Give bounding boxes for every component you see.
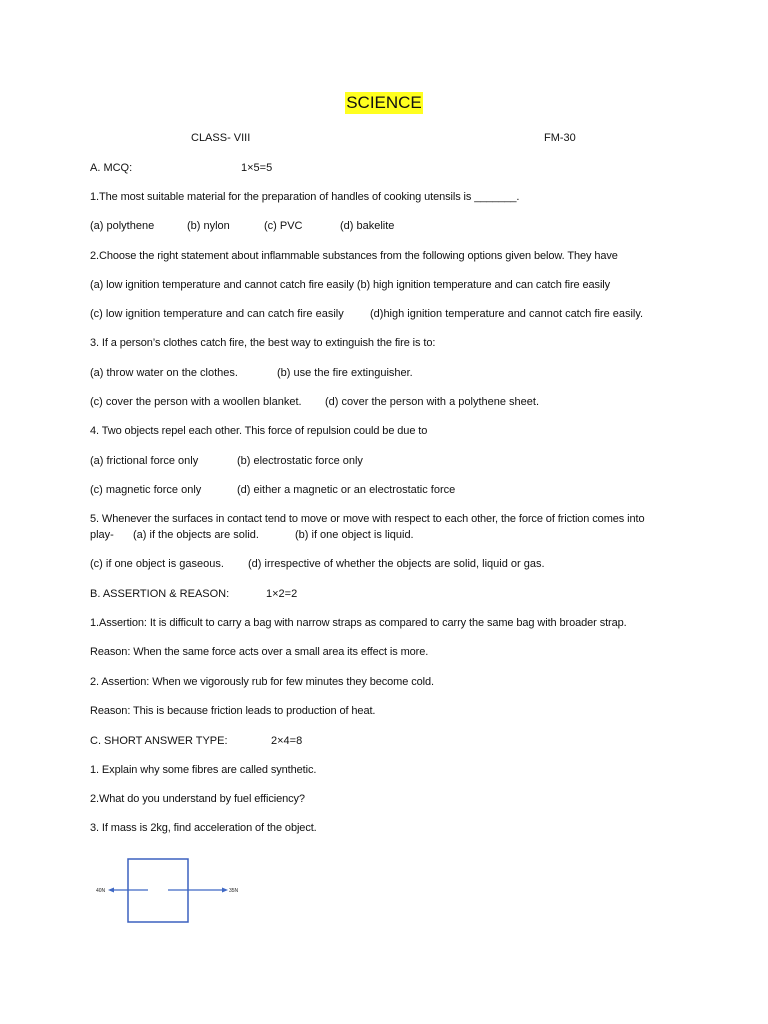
reason-2: Reason: This is because friction leads to production of heat. <box>90 705 376 717</box>
assertion-1: 1.Assertion: It is difficult to carry a bag with narrow straps as compared to carry the same bag with broader strap. <box>90 617 627 629</box>
mcq-q5-option-d: (d) irrespective of whether the objects are solid, liquid or gas. <box>248 558 545 570</box>
mcq-q1-option-d: (d) bakelite <box>340 220 395 232</box>
mcq-q1-option-b: (b) nylon <box>187 220 230 232</box>
force-diagram-svg <box>90 850 242 928</box>
mcq-q3-option-a: (a) throw water on the clothes. <box>90 367 238 379</box>
mcq-q5-option-b: (b) if one object is liquid. <box>295 529 414 541</box>
mcq-q4-question: 4. Two objects repel each other. This force of repulsion could be due to <box>90 425 428 437</box>
force-diagram <box>90 850 242 928</box>
mcq-q4-option-d: (d) either a magnetic or an electrostatic force <box>237 484 456 496</box>
class-label: CLASS- VIII <box>191 132 251 144</box>
mcq-q4-option-a: (a) frictional force only <box>90 455 199 467</box>
right-force-arrow-head <box>222 888 228 893</box>
left-force-arrow-head <box>108 888 114 893</box>
mcq-q5-question: 5. Whenever the surfaces in contact tend to move or move with respect to each other, the force of friction comes into <box>90 513 645 525</box>
short-q2: 2.What do you understand by fuel efficiency? <box>90 793 305 805</box>
short-marks: 2×4=8 <box>271 735 303 747</box>
left-force-label: 40N <box>96 888 106 894</box>
mcq-q3-option-c: (c) cover the person with a woollen blanket. <box>90 396 302 408</box>
assertion-2: 2. Assertion: When we vigorously rub for few minutes they become cold. <box>90 676 434 688</box>
short-q1: 1. Explain why some fibres are called synthetic. <box>90 764 317 776</box>
mcq-q3-question: 3. If a person’s clothes catch fire, the best way to extinguish the fire is to: <box>90 337 436 349</box>
short-heading: C. SHORT ANSWER TYPE: <box>90 735 228 747</box>
mcq-q4-option-b: (b) electrostatic force only <box>237 455 363 467</box>
short-q3: 3. If mass is 2kg, find acceleration of the object. <box>90 822 317 834</box>
mcq-q3-option-d: (d) cover the person with a polythene sheet. <box>325 396 540 408</box>
mcq-q2-option-c: (c) low ignition temperature and can catch fire easily <box>90 308 344 320</box>
mcq-q4-option-c: (c) magnetic force only <box>90 484 202 496</box>
mcq-q2-question: 2.Choose the right statement about inflammable substances from the following options given below. They have <box>90 250 618 262</box>
assertion-heading: B. ASSERTION & REASON: <box>90 588 230 600</box>
mcq-q5-play: play- <box>90 529 114 541</box>
mcq-q1-question: 1.The most suitable material for the preparation of handles of cooking utensils is _______. <box>90 191 520 203</box>
assertion-marks: 1×2=2 <box>266 588 298 600</box>
right-force-label: 35N <box>229 888 239 894</box>
full-marks: FM-30 <box>544 132 576 144</box>
mcq-q1-option-c: (c) PVC <box>264 220 303 232</box>
mcq-q5-option-a: (a) if the objects are solid. <box>133 529 259 541</box>
mcq-q1-option-a: (a) polythene <box>90 220 155 232</box>
mcq-q5-option-c: (c) if one object is gaseous. <box>90 558 224 570</box>
mcq-q3-option-b: (b) use the fire extinguisher. <box>277 367 413 379</box>
mcq-heading: A. MCQ: <box>90 162 133 174</box>
page-title: SCIENCE <box>346 93 422 112</box>
mcq-q2-options-line1: (a) low ignition temperature and cannot catch fire easily (b) high ignition temperature and can catch fire easily <box>90 279 611 291</box>
title-container <box>0 92 768 114</box>
mcq-marks: 1×5=5 <box>241 162 273 174</box>
mcq-q2-option-d: (d)high ignition temperature and cannot catch fire easily. <box>370 308 644 320</box>
reason-1: Reason: When the same force acts over a small area its effect is more. <box>90 646 429 658</box>
